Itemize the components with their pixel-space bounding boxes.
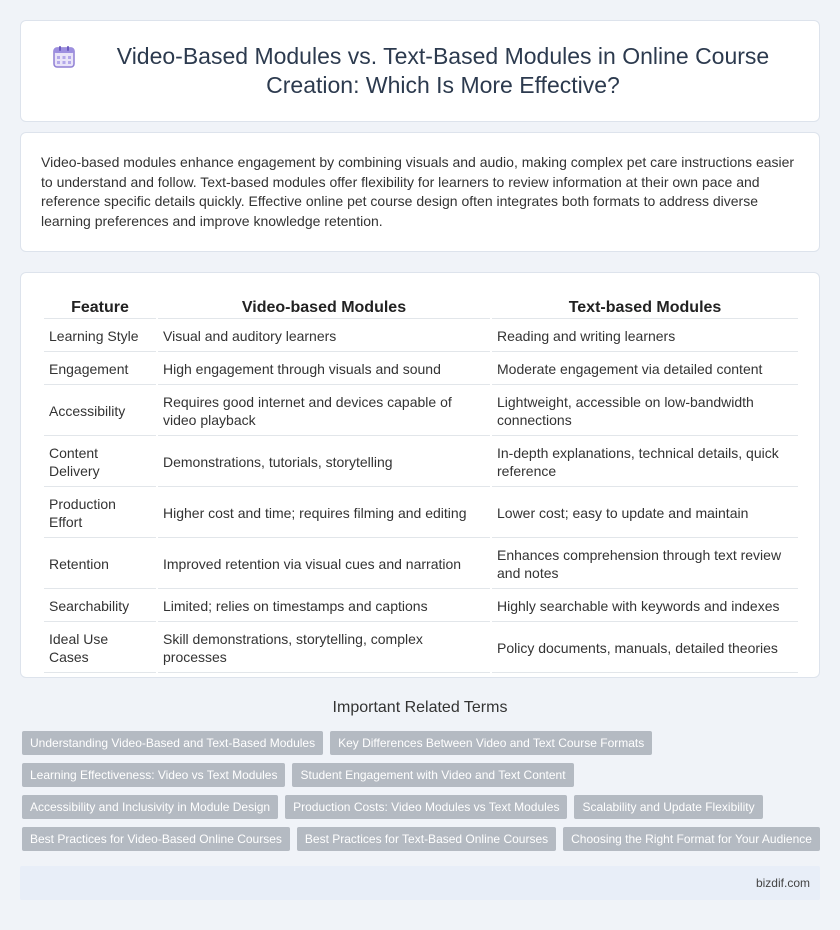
- video-cell: Limited; relies on timestamps and captions: [158, 591, 490, 622]
- related-term-tag[interactable]: Learning Effectiveness: Video vs Text Modules: [22, 763, 285, 787]
- feature-cell: Engagement: [44, 354, 156, 385]
- feature-cell: Retention: [44, 540, 156, 589]
- related-terms-list: [22, 731, 822, 851]
- related-term-tag[interactable]: Scalability and Update Flexibility: [574, 795, 762, 819]
- intro-text: Video-based modules enhance engagement by combining visuals and audio, making complex pet care instructions easier to understand and follow. Text-based modules offer flexibility for learners to review information at their own pace and reference specific details quickly. Effective online pet course design often integrates both formats to address diverse learning preferences and improve knowledge retention.: [41, 154, 795, 229]
- table-row: [44, 387, 798, 436]
- text-cell: In-depth explanations, technical details, quick reference: [492, 438, 798, 487]
- text-cell: Policy documents, manuals, detailed theories: [492, 624, 798, 673]
- comparison-table: [42, 293, 800, 675]
- text-cell: Enhances comprehension through text review and notes: [492, 540, 798, 589]
- feature-cell: Content Delivery: [44, 438, 156, 487]
- related-term-tag[interactable]: Choosing the Right Format for Your Audience: [563, 827, 820, 851]
- table-row: [44, 321, 798, 352]
- related-term-tag[interactable]: Student Engagement with Video and Text Content: [292, 763, 573, 787]
- related-term-tag[interactable]: Understanding Video-Based and Text-Based Modules: [22, 731, 323, 755]
- comparison-table-card: [20, 272, 820, 678]
- table-row: [44, 354, 798, 385]
- related-term-tag[interactable]: Key Differences Between Video and Text Course Formats: [330, 731, 652, 755]
- video-cell: High engagement through visuals and sound: [158, 354, 490, 385]
- related-term-tag[interactable]: Best Practices for Text-Based Online Courses: [297, 827, 556, 851]
- table-row: [44, 489, 798, 538]
- video-cell: Requires good internet and devices capable of video playback: [158, 387, 490, 436]
- feature-cell: Ideal Use Cases: [44, 624, 156, 673]
- feature-cell: Learning Style: [44, 321, 156, 352]
- video-cell: Higher cost and time; requires filming and editing: [158, 489, 490, 538]
- footer: [20, 866, 820, 900]
- related-term-tag[interactable]: Best Practices for Video-Based Online Courses: [22, 827, 290, 851]
- title-card: [20, 20, 820, 122]
- feature-cell: Accessibility: [44, 387, 156, 436]
- table-header-row: [44, 295, 798, 319]
- video-cell: Visual and auditory learners: [158, 321, 490, 352]
- related-terms-heading: Important Related Terms: [332, 699, 508, 716]
- table-row: [44, 540, 798, 589]
- table-row: [44, 438, 798, 487]
- text-cell: Lower cost; easy to update and maintain: [492, 489, 798, 538]
- video-cell: Demonstrations, tutorials, storytelling: [158, 438, 490, 487]
- header-feature: Feature: [44, 295, 156, 319]
- footer-site-link[interactable]: bizdif.com: [755, 876, 810, 890]
- text-cell: Reading and writing learners: [492, 321, 798, 352]
- text-cell: Moderate engagement via detailed content: [492, 354, 798, 385]
- feature-cell: Production Effort: [44, 489, 156, 538]
- text-cell: Highly searchable with keywords and indexes: [492, 591, 798, 622]
- table-row: [44, 624, 798, 673]
- page-title: Video-Based Modules vs. Text-Based Modules in Online Course Creation: Which Is More Effective?: [116, 43, 770, 98]
- video-cell: Skill demonstrations, storytelling, complex processes: [158, 624, 490, 673]
- intro-card: [20, 132, 820, 252]
- calendar-icon: [51, 44, 77, 70]
- header-text: Text-based Modules: [492, 295, 798, 319]
- feature-cell: Searchability: [44, 591, 156, 622]
- header-video: Video-based Modules: [158, 295, 490, 319]
- related-term-tag[interactable]: Accessibility and Inclusivity in Module Design: [22, 795, 278, 819]
- table-row: [44, 591, 798, 622]
- text-cell: Lightweight, accessible on low-bandwidth connections: [492, 387, 798, 436]
- video-cell: Improved retention via visual cues and narration: [158, 540, 490, 589]
- related-term-tag[interactable]: Production Costs: Video Modules vs Text Modules: [285, 795, 567, 819]
